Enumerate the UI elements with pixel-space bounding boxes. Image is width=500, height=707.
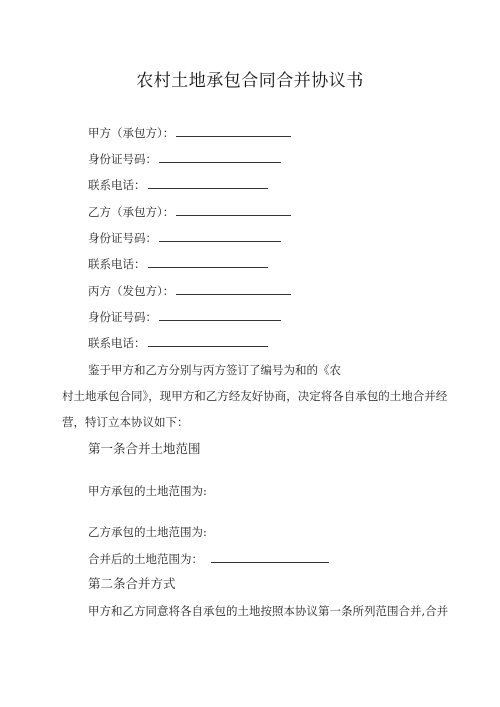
party-b-id-row xyxy=(88,230,281,246)
party-a-phone-blank[interactable] xyxy=(148,178,268,189)
party-b-label: 乙方（承包方）： xyxy=(88,205,175,219)
party-b-phone-row xyxy=(88,256,268,272)
party-b-blank[interactable] xyxy=(176,205,291,216)
party-b-row xyxy=(88,204,291,220)
article-2-text: 甲方和乙方同意将各自承包的土地按照本协议第一条所列范围合并,合并 xyxy=(88,604,449,618)
party-a-label: 甲方（承包方）： xyxy=(88,126,175,140)
party-a-blank[interactable] xyxy=(176,126,291,137)
party-b-id-label: 身份证号码： xyxy=(88,231,157,245)
party-a-phone-row xyxy=(88,177,268,193)
party-c-id-row xyxy=(88,309,281,325)
party-b-id-blank[interactable] xyxy=(159,231,281,242)
party-a-row xyxy=(88,125,291,141)
merged-scope-row xyxy=(88,551,329,567)
preamble-line-2: 村土地承包合同》，现甲方和乙方经友好协商，决定将各自承包的土地合并经 xyxy=(62,389,448,403)
party-a-id-blank[interactable] xyxy=(159,152,281,163)
document-title: 农村土地承包合同合并协议书 xyxy=(136,71,364,91)
party-c-phone-row xyxy=(88,335,268,351)
article-1-heading: 第一条合并土地范围 xyxy=(88,441,201,456)
party-a-phone-label: 联系电话： xyxy=(88,178,146,192)
party-a-scope: 甲方承包的土地范围为: xyxy=(88,484,207,498)
party-c-id-label: 身份证号码： xyxy=(88,310,157,324)
party-c-id-blank[interactable] xyxy=(159,310,281,321)
party-c-label: 丙方（发包方）： xyxy=(88,284,175,298)
merged-scope-blank[interactable] xyxy=(211,552,329,563)
party-a-id-row xyxy=(88,151,281,167)
party-a-id-label: 身份证号码： xyxy=(88,152,157,166)
preamble-line-3: 营，特订立本协议如下： xyxy=(62,415,189,429)
party-b-scope: 乙方承包的土地范围为: xyxy=(88,525,207,539)
party-c-blank[interactable] xyxy=(176,284,291,295)
merged-scope-label: 合并后的土地范围为： xyxy=(88,552,203,566)
party-c-row xyxy=(88,283,291,299)
party-b-phone-label: 联系电话： xyxy=(88,257,146,271)
party-c-phone-blank[interactable] xyxy=(148,336,268,347)
party-b-phone-blank[interactable] xyxy=(148,257,268,268)
article-2-heading: 第二条合并方式 xyxy=(88,576,176,591)
preamble-line-1: 鉴于甲方和乙方分别与丙方签订了编号为和的《农 xyxy=(88,363,341,377)
party-c-phone-label: 联系电话： xyxy=(88,336,146,350)
